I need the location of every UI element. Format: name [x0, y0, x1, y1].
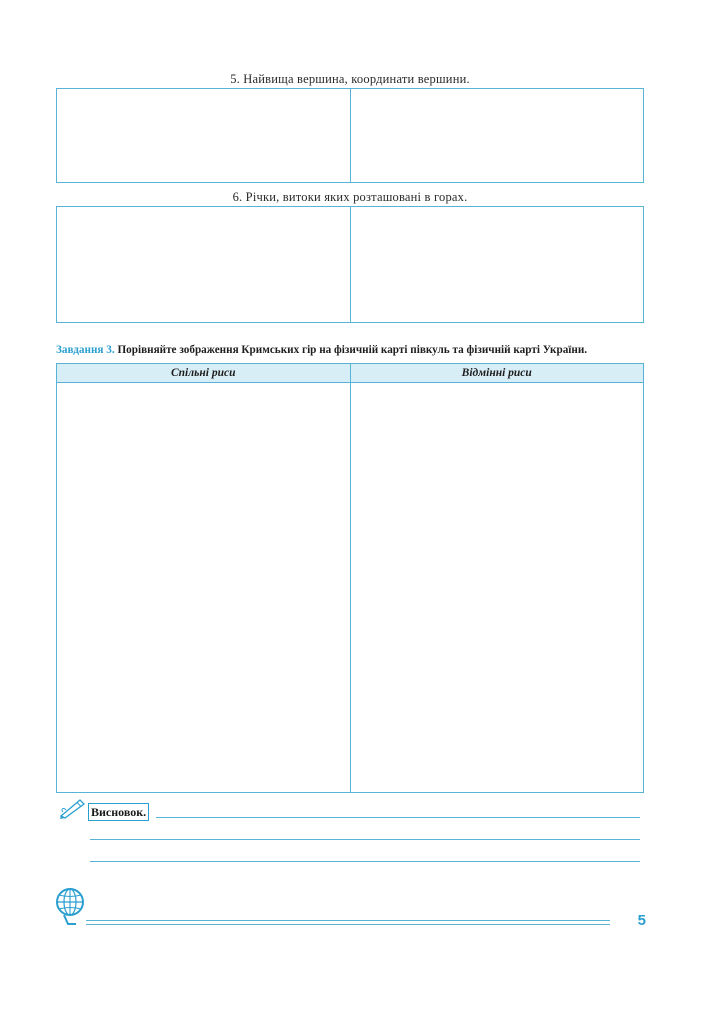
section-6-answer-box: [56, 206, 644, 323]
comparison-table: [56, 363, 644, 793]
section-5-right-cell[interactable]: [350, 89, 644, 182]
conclusion-line-3[interactable]: [90, 861, 640, 862]
footer-rule-bottom: [86, 924, 610, 925]
different-features-cell[interactable]: [350, 383, 644, 792]
comparison-table-header: [57, 364, 643, 383]
task-3-label: Завдання 3.: [56, 344, 115, 356]
task-3-instruction: [56, 344, 656, 356]
conclusion-line-2[interactable]: [90, 839, 640, 840]
page-number: 5: [637, 912, 646, 929]
globe-icon: [54, 886, 90, 928]
column-header-common: Спільні риси: [170, 367, 236, 379]
footer-rule-top: [86, 920, 610, 921]
conclusion-label: Висновок.: [88, 803, 149, 821]
section-5-answer-box: [56, 88, 644, 183]
common-features-cell[interactable]: [57, 383, 350, 792]
section-5-left-cell[interactable]: [57, 89, 350, 182]
section-6-caption: 6. Річки, витоки яких розташовані в горах.: [232, 190, 468, 204]
section-6-left-cell[interactable]: [57, 207, 350, 322]
pencil-icon: [58, 796, 88, 820]
section-5-caption: 5. Найвища вершина, координати вершини.: [230, 72, 470, 86]
task-3-text: Порівняйте зображення Кримських гір на фізичній карті півкуль та фізичній карті України.: [117, 344, 588, 356]
column-header-different: Відмінні риси: [350, 364, 644, 382]
conclusion-line-1[interactable]: [156, 817, 640, 818]
comparison-table-body: [57, 383, 643, 792]
section-6-right-cell[interactable]: [350, 207, 644, 322]
